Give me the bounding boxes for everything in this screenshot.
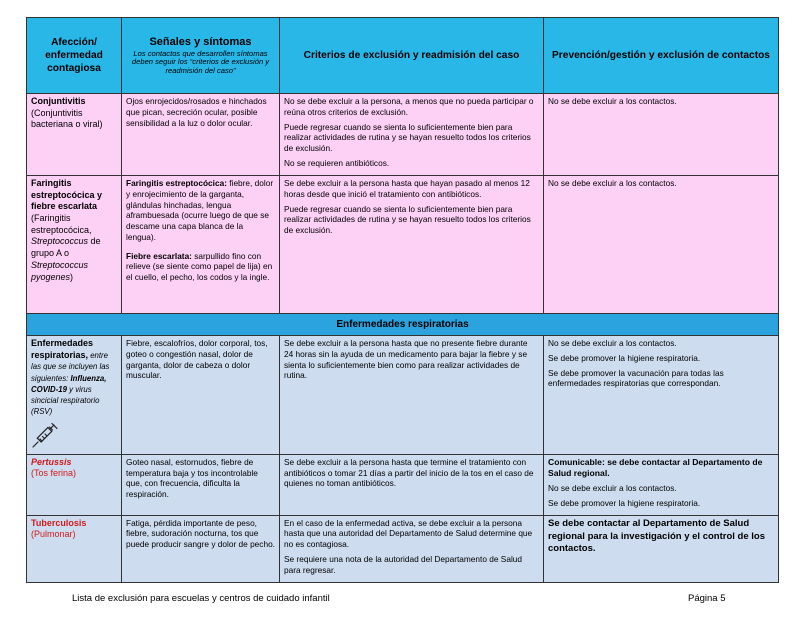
section-title: Enfermedades respiratorias <box>27 314 779 336</box>
section-respiratory <box>27 314 779 336</box>
syringe-icon <box>31 423 117 452</box>
row-respiratorias <box>27 336 779 455</box>
header-symptoms-title: Señales y síntomas <box>149 36 252 49</box>
symptoms-cell: Fiebre, escalofríos, dolor corporal, tos, goteo o congestión nasal, dolor de garganta, dolor de cabeza o dolor muscular. <box>122 336 280 455</box>
condition-cell <box>27 336 122 455</box>
condition-name: Tuberculosis <box>31 517 87 528</box>
condition-detail: (Pulmonar) <box>31 529 76 540</box>
symptoms-cell: Fatiga, pérdida importante de peso, fiebre, sudoración nocturna, tos que puede producir sangre y dolor de pecho. <box>122 515 280 582</box>
condition-detail: (Conjuntivitis bacteriana o viral) <box>31 107 103 130</box>
row-faringitis <box>27 176 779 314</box>
header-prevention: Prevención/gestión y exclusión de contactos <box>544 18 779 94</box>
row-conjuntivitis <box>27 94 779 176</box>
exclusion-cell: Se debe excluir a la persona hasta que termine el tratamiento con antibióticos o tomar 21 días a partir del inicio de la tos en el caso de quienes no toman antibióticos. <box>280 454 544 515</box>
prevention-cell: Comunicable: se debe contactar al Departamento de Salud regional. No se debe excluir a los contactos. Se debe promover la higiene respiratoria. <box>544 454 779 515</box>
condition-note: entre las que se incluyen las siguientes: Influenza, COVID-19 y virus sincicial respiratorio (RSV) <box>31 350 110 416</box>
condition-name: Enfermedades respiratorias, <box>31 338 94 360</box>
condition-name: Faringitis estreptocócica y fiebre escarlata <box>31 178 103 212</box>
condition-name: Conjuntivitis <box>31 96 86 106</box>
page-number: Página 5 <box>688 593 726 604</box>
exclusion-table <box>26 17 779 583</box>
header-row <box>27 18 779 94</box>
prevention-cell: No se debe excluir a los contactos. <box>544 94 779 176</box>
exclusion-cell: No se debe excluir a la persona, a menos que no pueda participar o reúna otros criterios de exclusión. Puede regresar cuando se sienta lo suficientemente bien para realizar actividades de rutina y se hayan resuelto todos los criterios de exclusión. No se requieren antibióticos. <box>280 94 544 176</box>
symptoms-cell: Faringitis estreptocócica: fiebre, dolor y enrojecimiento de la garganta, glándulas hinchadas, lengua aframbuesada (ocurre luego de que se descame una capa blanca de la lengua). Fiebre escarlata: sarpullido fino con relieve (se siente como papel de lija) en el cuello, el pecho, los codos y la ingle. <box>122 176 280 314</box>
condition-name: Pertussis <box>31 456 72 467</box>
prevention-cell: No se debe excluir a los contactos. <box>544 176 779 314</box>
symptoms-cell: Goteo nasal, estornudos, fiebre de temperatura baja y tos incontrolable que, con frecuencia, dificulta la respiración. <box>122 454 280 515</box>
row-tuberculosis <box>27 515 779 582</box>
row-pertussis <box>27 454 779 515</box>
condition-cell <box>27 454 122 515</box>
header-symptoms <box>122 18 280 94</box>
header-condition: Afección/ enfermedad contagiosa <box>27 18 122 94</box>
symptoms-cell: Ojos enrojecidos/rosados e hinchados que pican, secreción ocular, posible sensibilidad a la luz o dolor ocular. <box>122 94 280 176</box>
header-exclusion: Criterios de exclusión y readmisión del caso <box>280 18 544 94</box>
condition-cell <box>27 94 122 176</box>
exclusion-cell: Se debe excluir a la persona hasta que hayan pasado al menos 12 horas desde que inició el tratamiento con antibióticos. Puede regresar cuando se sienta lo suficientemente bien para realizar actividades de rutina y se hayan resuelto todos los criterios de exclusión. <box>280 176 544 314</box>
exclusion-cell: En el caso de la enfermedad activa, se debe excluir a la persona hasta que una autoridad del Departamento de Salud determine que no es contagiosa. Se requiere una nota de la autoridad del Departamento de Salud para regresar. <box>280 515 544 582</box>
prevention-cell: No se debe excluir a los contactos. Se debe promover la higiene respiratoria. Se debe promover la vacunación para todas las enfermedades respiratorias que correspondan. <box>544 336 779 455</box>
footer-title: Lista de exclusión para escuelas y centros de cuidado infantil <box>72 593 330 604</box>
condition-detail: (Tos ferina) <box>31 468 77 479</box>
condition-detail: (Faringitis estreptocócica, Streptococcus de grupo A o Streptococcus pyogenes) <box>31 213 101 282</box>
prevention-cell: Se debe contactar al Departamento de Salud regional para la investigación y el control de los contactos. <box>544 515 779 582</box>
exclusion-cell: Se debe excluir a la persona hasta que no presente fiebre durante 24 horas sin la ayuda de un medicamento para bajar la fiebre y se sienta lo suficientemente bien como para realizar actividades de rutina. <box>280 336 544 455</box>
condition-cell <box>27 515 122 582</box>
condition-cell <box>27 176 122 314</box>
header-symptoms-note: Los contactos que desarrollen síntomas deben seguir los “criterios de exclusión y readmisión del caso” <box>131 48 270 75</box>
